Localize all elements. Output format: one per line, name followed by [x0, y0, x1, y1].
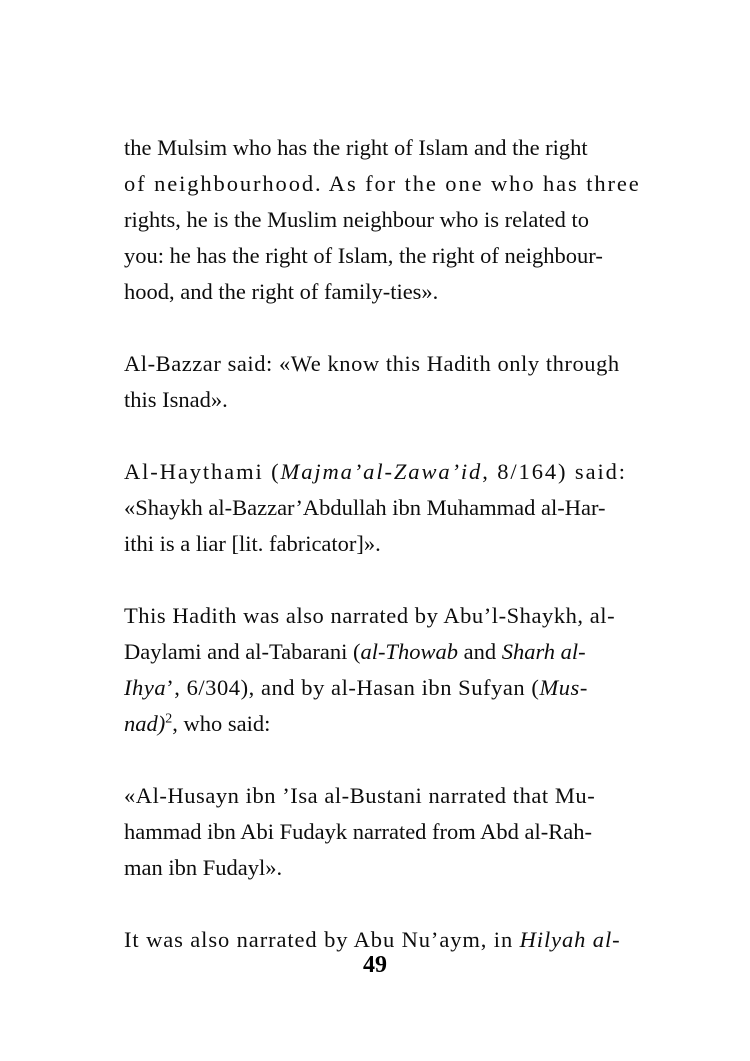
- book-title-majma-al-zawaid: Majma’al-Zawa’id: [280, 459, 483, 484]
- book-title-sharh-al-ihya-part1: Sharh al-: [501, 639, 586, 664]
- paragraph-3-line-2: [124, 490, 646, 526]
- paragraph-1-line-5: [124, 274, 646, 310]
- line-text-tail: , who said:: [172, 711, 271, 736]
- paragraph-5-line-1: [124, 778, 646, 814]
- line-text-post: ’, 6/304), and by al-Hasan ibn Sufyan (: [166, 675, 540, 700]
- paragraph-5: [124, 778, 646, 886]
- book-title-musnad-part1: Mus-: [539, 675, 588, 700]
- line-text: man ibn Fudayl».: [124, 855, 283, 880]
- book-title-sharh-al-ihya-part2: Ihya: [124, 675, 167, 700]
- paragraph-1-line-2: [124, 166, 646, 202]
- paragraph-5-line-2: [124, 814, 646, 850]
- paragraph-3: [124, 454, 646, 562]
- line-text: the Mulsim who has the right of Islam and the right: [124, 135, 588, 160]
- paragraph-1-line-3: [124, 202, 646, 238]
- paragraph-4: [124, 598, 646, 742]
- line-text: Al-Bazzar said: «We know this Hadith only through: [124, 351, 620, 376]
- book-title-musnad-part2: nad: [124, 711, 158, 736]
- line-text: this Isnad».: [124, 387, 228, 412]
- line-text-pre: Al-Haythami (: [124, 459, 281, 484]
- paragraph-1: [124, 130, 646, 310]
- line-text: of neighbourhood. As for the one who has three: [124, 171, 641, 196]
- paragraph-4-line-1: [124, 598, 646, 634]
- paragraph-4-line-3: [124, 670, 646, 706]
- paragraph-1-line-1: [124, 130, 646, 166]
- page-text-block: [124, 130, 646, 958]
- line-text: «Al-Husayn ibn ’Isa al-Bustani narrated that Mu-: [124, 783, 596, 808]
- line-text-mid: and: [457, 639, 502, 664]
- line-text: rights, he is the Muslim neighbour who is related to: [124, 207, 589, 232]
- paragraph-1-line-4: [124, 238, 646, 274]
- line-text: you: he has the right of Islam, the right of neighbour-: [124, 243, 603, 268]
- paragraph-4-line-2: [124, 634, 646, 670]
- line-text: hammad ibn Abi Fudayk narrated from Abd al-Rah-: [124, 819, 593, 844]
- paragraph-4-line-4: [124, 706, 646, 742]
- line-text-post: , 8/164) said:: [482, 459, 627, 484]
- line-text: «Shaykh al-Bazzar’Abdullah ibn Muhammad al-Har-: [124, 495, 606, 520]
- paragraph-3-line-3: [124, 526, 646, 562]
- page-number: 49: [363, 952, 387, 978]
- paragraph-3-line-1: [124, 454, 646, 490]
- paragraph-2-line-1: [124, 346, 646, 382]
- book-title-al-thowab: al-Thowab: [360, 639, 458, 664]
- line-text: hood, and the right of family-ties».: [124, 279, 439, 304]
- line-text-paren: ): [157, 711, 166, 736]
- paragraph-5-line-3: [124, 850, 646, 886]
- line-text: This Hadith was also narrated by Abu’l-Shaykh, al-: [124, 603, 616, 628]
- line-text: ithi is a liar [lit. fabricator]».: [124, 531, 381, 556]
- footnote-marker-2: 2: [165, 711, 173, 727]
- line-text-pre: Daylami and al-Tabarani (: [124, 639, 361, 664]
- book-title-hilyah-al: Hilyah al-: [519, 927, 621, 952]
- paragraph-2: [124, 346, 646, 418]
- line-text-pre: It was also narrated by Abu Nu’aym, in: [124, 927, 520, 952]
- paragraph-2-line-2: [124, 382, 646, 418]
